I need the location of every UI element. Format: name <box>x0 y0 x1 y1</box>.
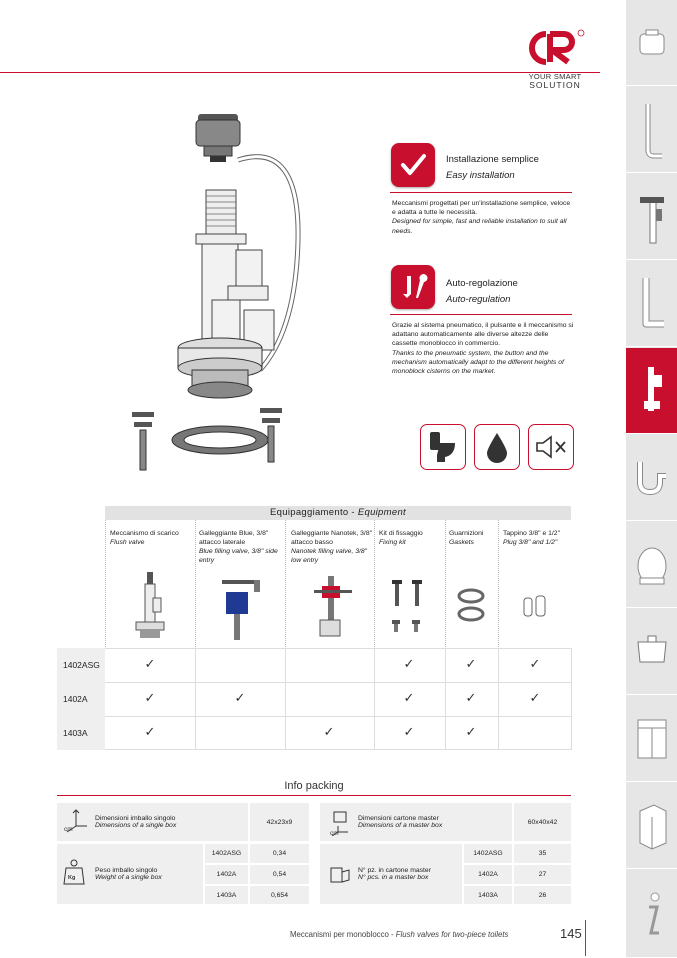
pieces-value: 27 <box>514 865 571 884</box>
weight-code: 1403A <box>205 886 248 904</box>
footer-text-en: Flush valves for two-piece toilets <box>395 930 509 939</box>
label-en: N° pcs. in a master box <box>358 874 429 881</box>
weight-code: 1402A <box>205 865 248 884</box>
weight-value: 0,654 <box>250 886 309 904</box>
utility-sink-icon <box>634 632 670 672</box>
feature-text-it: Meccanismi progettati per un'installazione semplice, veloce e adatta a tutte le necessità. <box>392 200 571 217</box>
brand-slogan <box>520 73 590 89</box>
plug-thumbnail <box>520 592 550 622</box>
unit-cm: cm <box>330 830 339 837</box>
column-label-it: Guarnizioni <box>449 530 484 537</box>
column-label-en: Flush valve <box>110 539 145 546</box>
column-divider <box>285 520 286 647</box>
info-icon <box>637 889 667 939</box>
check-mark: ✓ <box>465 690 477 705</box>
column-label-en: Fixing kit <box>379 539 406 546</box>
row-code: 1402ASG <box>57 648 105 682</box>
table-row <box>57 682 571 716</box>
column-label-en: Nanotek filling valve, 3/8" low entry <box>291 548 368 564</box>
water-drop-icon <box>474 424 520 470</box>
check-mark: ✓ <box>403 724 415 739</box>
toilet-icon <box>420 424 466 470</box>
fixing-kit-thumbnail <box>386 580 434 636</box>
cistern-icon <box>636 28 668 58</box>
label-it: Peso imballo singolo <box>95 867 158 874</box>
siphon-icon <box>634 448 670 508</box>
check-mark: ✓ <box>529 656 541 671</box>
column-label-blue-valve <box>199 529 283 565</box>
gaskets-thumbnail <box>453 586 489 626</box>
page-number-bar <box>585 920 586 956</box>
weight-value: 0,54 <box>250 865 309 884</box>
check-mark: ✓ <box>529 690 541 705</box>
toilet-seat-icon <box>634 540 670 590</box>
single-box-dimensions-value: 42x23x9 <box>250 803 309 841</box>
sidebar-cistern[interactable] <box>626 0 677 86</box>
sidebar-shower[interactable] <box>626 783 677 869</box>
column-label-en: Blue filling valve, 3/8" side entry <box>199 548 278 564</box>
slogan-line-2: SOLUTION <box>529 80 581 90</box>
feature-text-en: Designed for simple, fast and reliable installation to suit all needs. <box>392 218 567 235</box>
pieces-code: 1403A <box>464 886 512 904</box>
mute-icon <box>528 424 574 470</box>
column-label-it: Galleggiante Blue, 3/8" attacco laterale <box>199 530 269 546</box>
sidebar-sink[interactable] <box>626 609 677 695</box>
unit-cm: cm <box>64 826 73 833</box>
check-mark: ✓ <box>465 656 477 671</box>
sidebar-seat[interactable] <box>626 522 677 608</box>
shower-box-icon <box>634 801 670 851</box>
column-label-en: Gaskets <box>449 539 474 546</box>
sidebar-siphon[interactable] <box>626 435 677 521</box>
column-label-it: Meccanismo di scarico <box>110 530 179 537</box>
wrench-icon <box>391 265 435 309</box>
feature-rule <box>390 192 572 193</box>
label-en: Dimensions of a single box <box>95 822 177 829</box>
bend-pipe-icon <box>636 274 668 334</box>
check-mark: ✓ <box>144 656 156 671</box>
column-label-fixing-kit <box>379 529 443 547</box>
feature-title-en: Auto-regulation <box>446 294 511 305</box>
label-en: Weight of a single box <box>95 874 162 881</box>
footer-text-it: Meccanismi per monoblocco - <box>290 930 394 939</box>
column-divider <box>105 520 106 647</box>
feature-title-easy-installation <box>446 154 539 181</box>
row-divider <box>571 648 572 750</box>
feature-title-it: Auto-regolazione <box>446 278 518 289</box>
label-it: Dimensioni imballo singolo <box>95 815 176 822</box>
label-it: Dimensioni cartone master <box>358 815 439 822</box>
column-label-it: Kit di fissaggio <box>379 530 423 537</box>
column-label-it: Tappino 3/8" e 1/2" <box>503 530 560 537</box>
blue-valve-thumbnail <box>218 576 264 642</box>
column-divider <box>445 520 446 647</box>
fill-valve-icon <box>636 187 668 247</box>
screw-left <box>132 412 154 470</box>
check-mark: ✓ <box>323 724 335 739</box>
equipment-header <box>105 506 571 520</box>
flush-valve-thumbnail <box>130 572 170 642</box>
table-row <box>57 648 571 682</box>
column-label-plug <box>503 529 575 547</box>
row-divider <box>285 648 286 750</box>
column-label-gaskets <box>449 529 497 547</box>
column-label-it: Galleggiante Nanotek, 3/8" attacco basso <box>291 530 373 546</box>
check-mark: ✓ <box>234 690 246 705</box>
pieces-code: 1402ASG <box>464 844 512 863</box>
column-divider <box>374 520 375 647</box>
feature-text-it: Grazie al sistema pneumatico, il pulsante e il meccanismo si adattano automaticamente alle diverse altezze delle cassette monoblocco in commercio. <box>392 322 574 348</box>
check-mark: ✓ <box>144 724 156 739</box>
feature-title-it: Installazione semplice <box>446 154 539 165</box>
flush-valve-icon <box>636 361 668 421</box>
sidebar-flush-valve[interactable] <box>626 348 677 434</box>
flush-pipe-icon <box>636 100 668 160</box>
row-divider <box>374 648 375 750</box>
row-code: 1403A <box>57 716 105 750</box>
check-mark: ✓ <box>144 690 156 705</box>
feature-text-en: Thanks to the pneumatic system, the button and the mechanism automatically adapt to the different heights of monoblock cisterns on the market. <box>392 349 564 376</box>
table-row <box>57 716 571 750</box>
slogan-line-1: YOUR SMART <box>528 72 582 81</box>
pieces-code: 1402A <box>464 865 512 884</box>
equipment-title-it: Equipaggiamento <box>270 507 349 518</box>
feature-text-easy-installation <box>392 199 574 236</box>
pieces-value: 26 <box>514 886 571 904</box>
check-mark: ✓ <box>403 690 415 705</box>
page-number: 145 <box>560 926 582 941</box>
pieces-value: 35 <box>514 844 571 863</box>
feature-title-en: Easy installation <box>446 170 515 181</box>
column-label-flush-valve <box>110 529 192 547</box>
sidebar-fill-valve[interactable] <box>626 174 677 260</box>
check-mark: ✓ <box>465 724 477 739</box>
checkmark-icon <box>391 143 435 187</box>
equipment-title-en: Equipment <box>357 507 406 518</box>
nanotek-valve-thumbnail <box>310 576 356 642</box>
sidebar-info[interactable] <box>626 870 677 958</box>
sidebar-cabinet[interactable] <box>626 696 677 782</box>
unit-kg: Kg <box>68 875 76 881</box>
column-label-nanotek-valve <box>291 529 373 565</box>
info-packing-title: Info packing <box>284 780 344 792</box>
row-code: 1402A <box>57 682 105 716</box>
row-divider <box>195 648 196 750</box>
column-label-en: Plug 3/8" and 1/2" <box>503 539 558 546</box>
column-divider <box>498 520 499 647</box>
weight-code: 1402ASG <box>205 844 248 863</box>
label-en: Dimensions of a master box <box>358 822 443 829</box>
feature-text-auto-regulation <box>392 321 574 376</box>
box-pieces-icon <box>328 862 352 886</box>
cr-logo <box>524 28 586 68</box>
row-divider <box>445 648 446 750</box>
row-divider <box>498 648 499 750</box>
column-divider <box>195 520 196 647</box>
weight-value: 0,34 <box>250 844 309 863</box>
feature-rule <box>390 314 572 315</box>
sidebar-bend-pipe[interactable] <box>626 261 677 347</box>
check-mark: ✓ <box>403 656 415 671</box>
footer-caption <box>290 930 508 939</box>
label-it: N° pz. in cartone master <box>358 867 431 874</box>
flush-valve-drawing <box>120 100 340 480</box>
weight-icon <box>63 858 85 886</box>
header-rule <box>0 72 600 73</box>
equipment-title-sep: - <box>351 507 355 518</box>
sidebar-pipe[interactable] <box>626 87 677 173</box>
info-packing-rule <box>57 795 571 796</box>
feature-title-auto-regulation <box>446 278 518 305</box>
cabinet-icon <box>634 714 670 764</box>
master-box-dimensions-value: 60x40x42 <box>514 803 571 841</box>
category-sidebar <box>626 0 677 958</box>
